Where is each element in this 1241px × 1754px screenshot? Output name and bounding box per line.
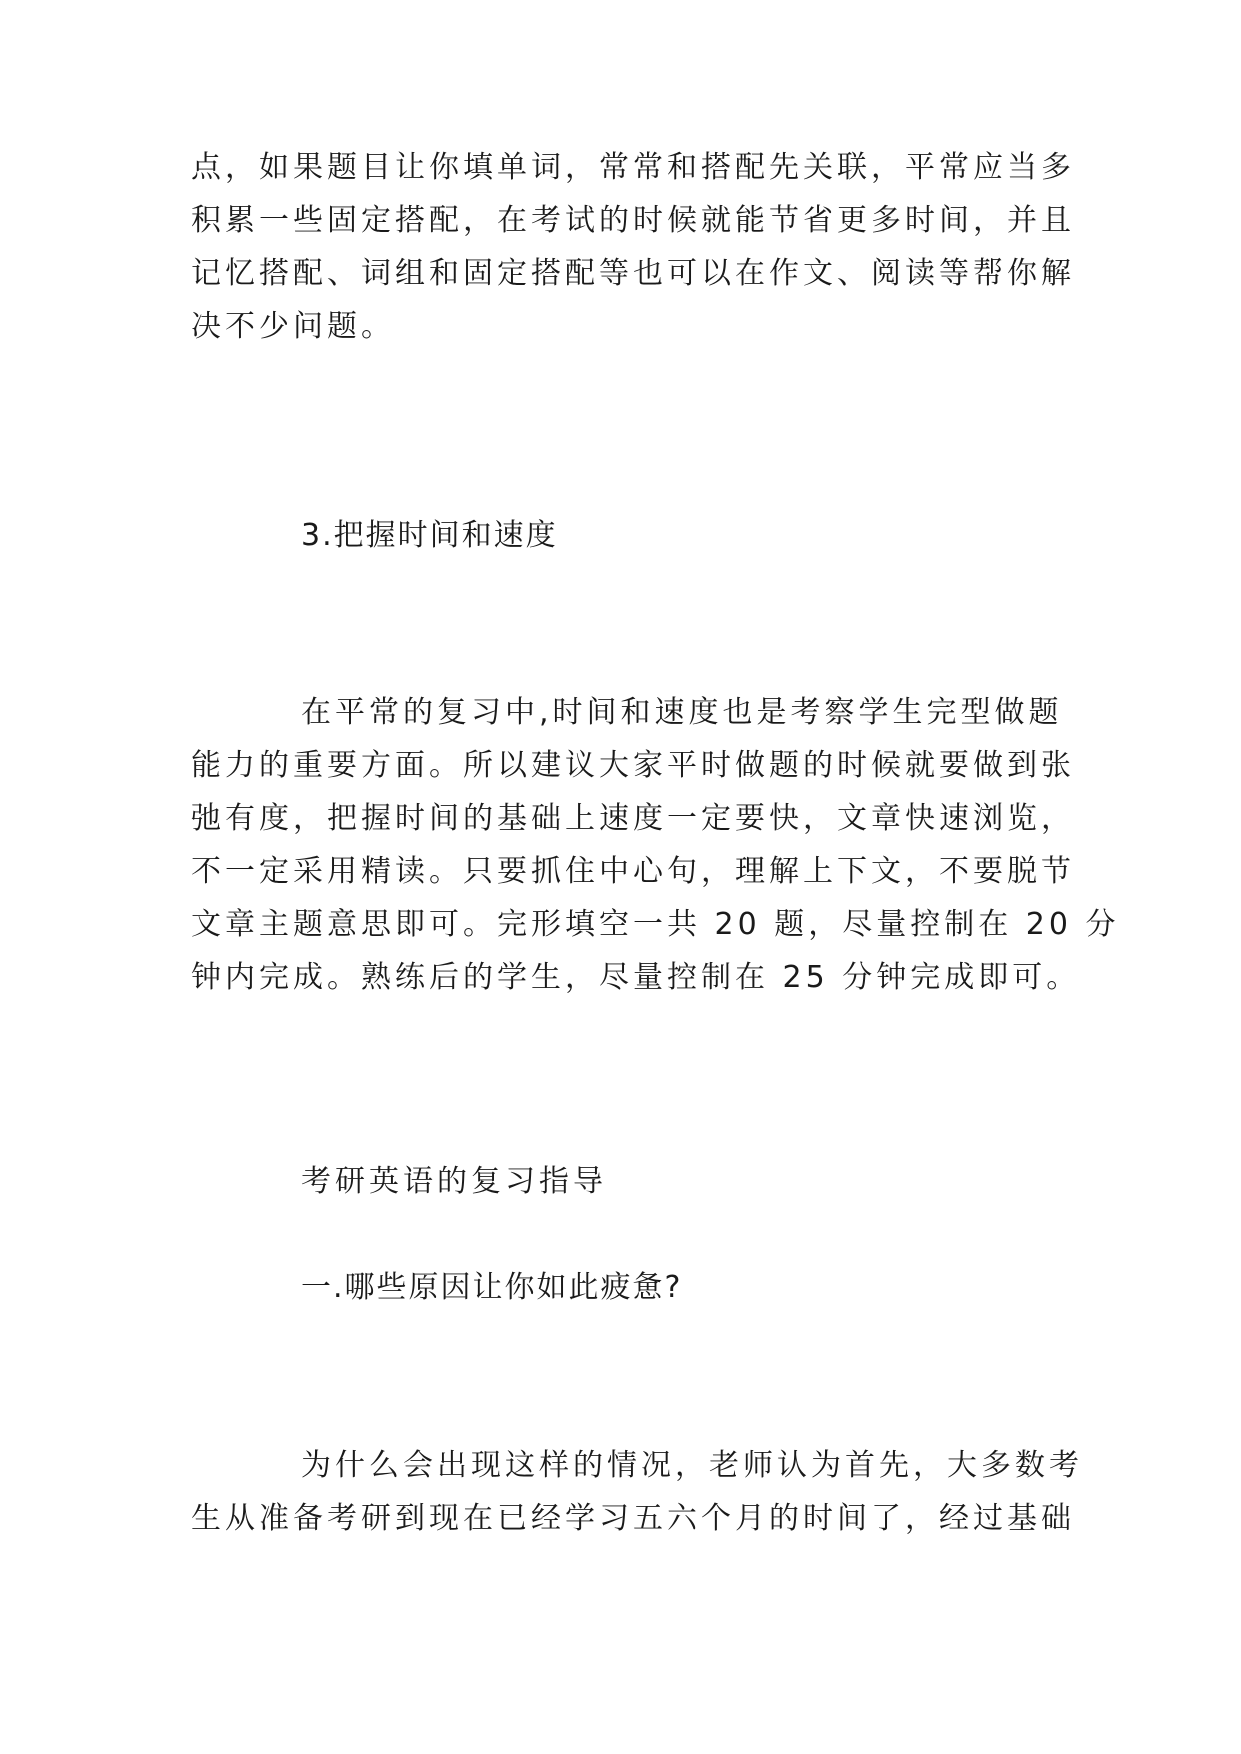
paragraph-line: 点，如果题目让你填单词，常常和搭配先关联，平常应当多 <box>191 150 1075 185</box>
paragraph-line: 钟内完成。熟练后的学生，尽量控制在 25 分钟完成即可。 <box>191 960 1081 995</box>
subheading: 一.哪些原因让你如此疲惫? <box>301 1270 683 1305</box>
paragraph-line: 在平常的复习中,时间和速度也是考察学生完型做题 <box>301 695 1063 730</box>
paragraph-line: 不一定采用精读。只要抓住中心句，理解上下文，不要脱节 <box>191 854 1075 889</box>
paragraph-line: 生从准备考研到现在已经学习五六个月的时间了，经过基础 <box>191 1501 1075 1536</box>
paragraph-line: 为什么会出现这样的情况，老师认为首先，大多数考 <box>301 1448 1083 1483</box>
paragraph-line: 弛有度，把握时间的基础上速度一定要快，文章快速浏览， <box>191 801 1075 836</box>
section-heading: 3.把握时间和速度 <box>301 518 558 553</box>
paragraph-line: 文章主题意思即可。完形填空一共 20 题，尽量控制在 20 分 <box>191 907 1120 942</box>
paragraph-line: 能力的重要方面。所以建议大家平时做题的时候就要做到张 <box>191 748 1075 783</box>
paragraph-line: 记忆搭配、词组和固定搭配等也可以在作文、阅读等帮你解 <box>191 256 1075 291</box>
paragraph-line: 积累一些固定搭配，在考试的时候就能节省更多时间，并且 <box>191 203 1075 238</box>
paragraph-line: 决不少问题。 <box>191 309 395 344</box>
section-title: 考研英语的复习指导 <box>301 1164 607 1199</box>
